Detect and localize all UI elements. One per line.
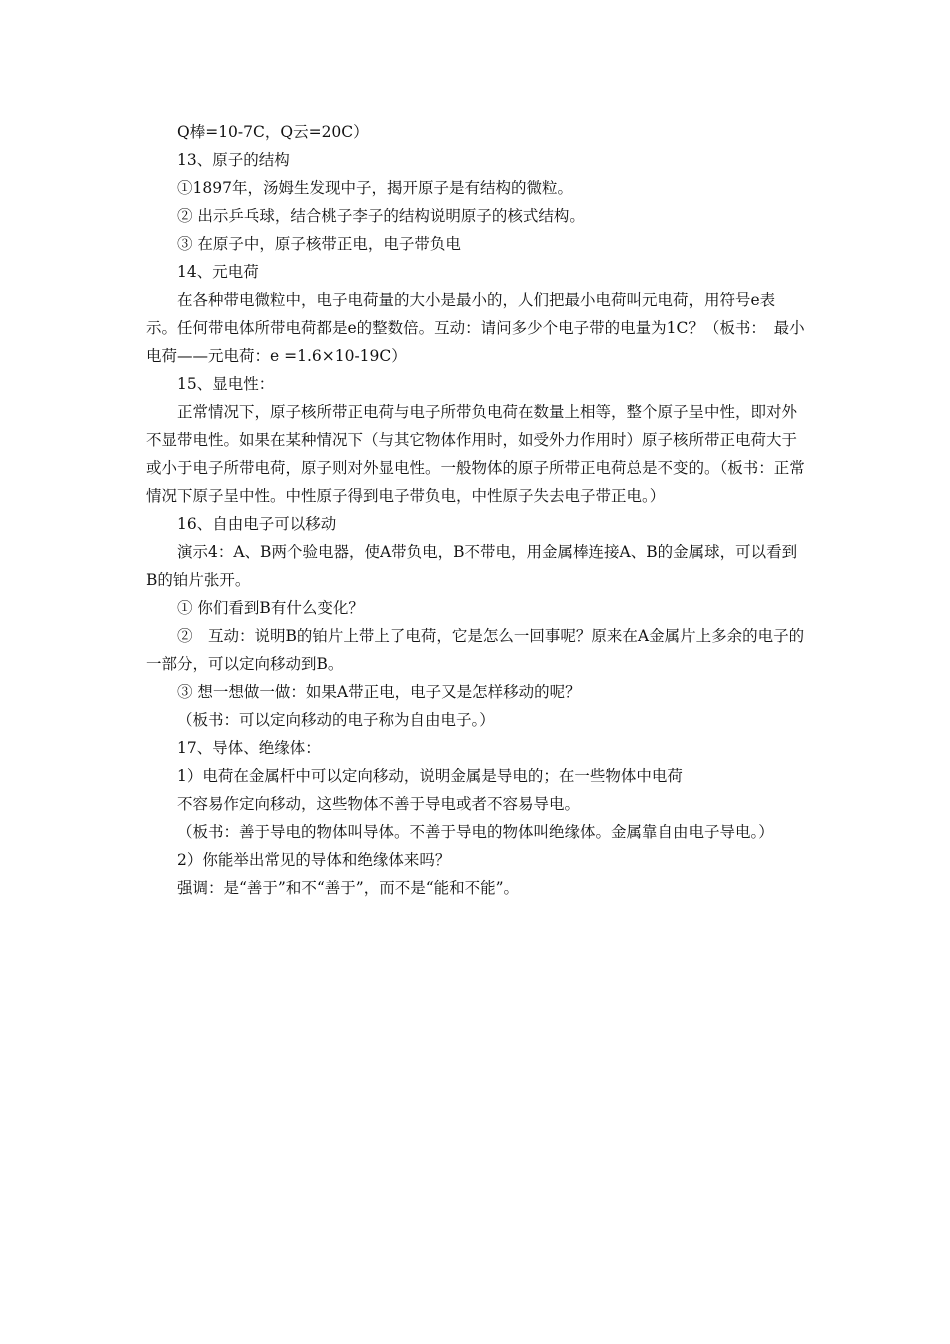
board-note: （板书：善于导电的物体叫导体。不善于导电的物体叫绝缘体。金属靠自由电子导电。）	[177, 823, 774, 841]
section-heading-13: 13、原子的结构	[177, 151, 290, 169]
list-item-2: ② 出示乒乓球，结合桃子李子的结构说明原子的核式结构。	[177, 207, 585, 225]
emphasis-note: 强调：是“善于”和不“善于”，而不是“能和不能”。	[177, 879, 520, 897]
section-heading-16: 16、自由电子可以移动	[177, 515, 337, 533]
list-item-2: ② 互动：说明B的铂片上带上了电荷，它是怎么一回事呢？原来在A金属片上多余的电子的一部分，可以定向移动到B。	[146, 627, 805, 673]
list-item-1: 1）电荷在金属杆中可以定向移动，说明金属是导电的；在一些物体中电荷	[177, 767, 683, 785]
list-item-3: ③ 想一想做一做：如果A带正电，电子又是怎样移动的呢？	[177, 683, 581, 701]
paragraph-line: Q棒=10-7C，Q云=20C）	[177, 123, 369, 141]
list-item-1: ①1897年，汤姆生发现中子，揭开原子是有结构的微粒。	[177, 179, 573, 197]
paragraph-line: 不容易作定向移动，这些物体不善于导电或者不容易导电。	[177, 795, 581, 813]
section-heading-14: 14、元电荷	[177, 263, 259, 281]
section-heading-15: 15、显电性：	[177, 375, 275, 393]
paragraph: 在各种带电微粒中，电子电荷量的大小是最小的，人们把最小电荷叫元电荷，用符号e表示。任何带电体所带电荷都是e的整数倍。互动：请问多少个电子带的电量为1C？（板书： 最小电荷——元电荷：e =1.6×10-19C）	[146, 291, 805, 365]
paragraph: 正常情况下，原子核所带正电荷与电子所带负电荷在数量上相等，整个原子呈中性，即对外不显带电性。如果在某种情况下（与其它物体作用时，如受外力作用时）原子核所带正电荷大于或小于电子所带电荷，原子则对外显电性。一般物体的原子所带正电荷总是不变的。（板书：正常情况下原子呈中性。中性原子得到电子带负电，中性原子失去电子带正电。）	[146, 403, 805, 505]
board-note: （板书：可以定向移动的电子称为自由电子。）	[177, 711, 495, 729]
document-body	[146, 118, 806, 902]
list-item-2: 2）你能举出常见的导体和绝缘体来吗？	[177, 851, 451, 869]
list-item-3: ③ 在原子中，原子核带正电，电子带负电	[177, 235, 461, 253]
paragraph: 演示4：A、B两个验电器，使A带负电，B不带电，用金属棒连接A、B的金属球，可以看到B的铂片张开。	[146, 543, 798, 589]
section-heading-17: 17、导体、绝缘体：	[177, 739, 321, 757]
list-item-1: ① 你们看到B有什么变化？	[177, 599, 364, 617]
